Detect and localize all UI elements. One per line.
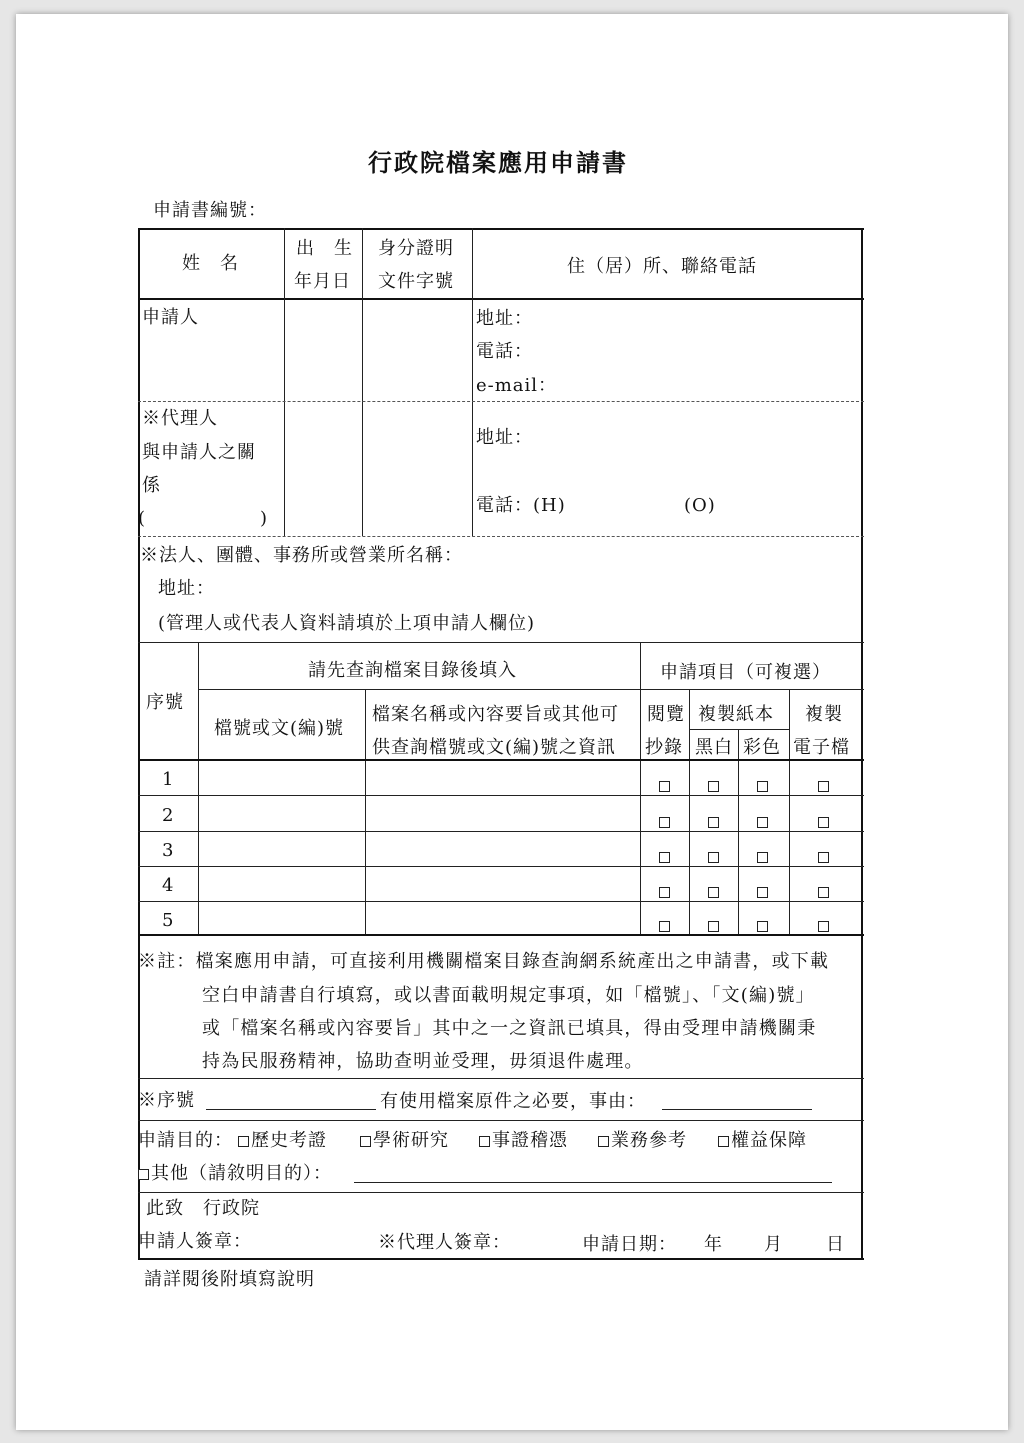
applicant-phone-field[interactable]: 電話： xyxy=(476,341,533,362)
row-2-color-checkbox[interactable] xyxy=(757,817,768,828)
document-page xyxy=(16,14,1008,1430)
header-id-bottom: 文件字號 xyxy=(378,271,454,292)
apply-date-label: 申請日期： xyxy=(582,1234,677,1255)
agent-relation-field[interactable]: ( ) xyxy=(138,508,269,529)
purpose-label: 申請目的： xyxy=(138,1130,233,1151)
applicant-signature-label: 申請人簽章： xyxy=(138,1231,252,1252)
purpose-option-evidence[interactable]: 事證稽憑 xyxy=(479,1130,568,1152)
note-line-3: 或「檔案名稱或內容要旨」其中之一之資訊已填具，得由受理申請機關秉 xyxy=(202,1018,817,1039)
col-electronic-2: 電子檔 xyxy=(793,737,850,758)
table-row-5-seq: 5 xyxy=(162,910,175,931)
row-3-electronic-checkbox[interactable] xyxy=(818,852,829,863)
row-2-bw-checkbox[interactable] xyxy=(708,817,719,828)
row-2-view-checkbox[interactable] xyxy=(659,817,670,828)
col-file-number: 檔號或文(編)號 xyxy=(214,718,345,739)
row-1-bw-checkbox[interactable] xyxy=(708,781,719,792)
table-row-3-seq: 3 xyxy=(162,840,175,861)
row-3-bw-checkbox[interactable] xyxy=(708,852,719,863)
original-reason-input[interactable] xyxy=(662,1094,812,1110)
row-3-view-checkbox[interactable] xyxy=(659,852,670,863)
header-id-top: 身分證明 xyxy=(378,238,454,259)
purpose-other-input[interactable] xyxy=(354,1167,832,1183)
agent-label-3: 係 xyxy=(142,475,161,496)
purpose-history-checkbox[interactable] xyxy=(238,1136,249,1147)
table-right-border xyxy=(861,228,863,1260)
note-line-1: ※註：檔案應用申請，可直接利用機關檔案目錄查詢網系統產出之申請書，或下載 xyxy=(138,951,830,972)
table-row-2-seq: 2 xyxy=(162,805,175,826)
footer-note: 請詳閱後附填寫說明 xyxy=(144,1269,315,1290)
col-view-2: 抄錄 xyxy=(645,737,683,758)
row-1-view-checkbox[interactable] xyxy=(659,781,670,792)
applicant-label: 申請人 xyxy=(142,307,199,328)
table-row-1-seq: 1 xyxy=(162,769,175,790)
row-4-color-checkbox[interactable] xyxy=(757,887,768,898)
purpose-option-academic[interactable]: 學術研究 xyxy=(360,1130,449,1152)
applicant-address-field[interactable]: 地址： xyxy=(476,308,533,329)
col-electronic-1: 複製 xyxy=(805,704,843,725)
header-birth-bottom: 年月日 xyxy=(294,271,351,292)
corp-note: (管理人或代表人資料請填於上項申請人欄位) xyxy=(158,613,536,634)
note-line-2: 空白申請書自行填寫，或以書面載明規定事項，如「檔號」、「文(編)號」 xyxy=(202,985,815,1006)
purpose-other-checkbox[interactable] xyxy=(138,1169,149,1180)
row-5-view-checkbox[interactable] xyxy=(659,921,670,932)
agent-label-2: 與申請人之關 xyxy=(142,442,256,463)
col-copy-paper: 複製紙本 xyxy=(698,704,774,725)
serial-number-label: 申請書編號： xyxy=(153,200,267,221)
row-5-color-checkbox[interactable] xyxy=(757,921,768,932)
row-2-electronic-checkbox[interactable] xyxy=(818,817,829,828)
col-view-1: 閱覽 xyxy=(647,704,685,725)
form-title: 行政院檔案應用申請書 xyxy=(368,148,628,177)
col-description-2: 供查詢檔號或文(編)號之資訊 xyxy=(372,737,617,758)
row-4-view-checkbox[interactable] xyxy=(659,887,670,898)
original-seq-input[interactable] xyxy=(206,1094,376,1110)
apply-items-header: 申請項目（可複選） xyxy=(660,662,831,683)
purpose-option-business[interactable]: 業務參考 xyxy=(598,1130,687,1152)
closing-addressee: 此致 行政院 xyxy=(146,1198,260,1219)
col-description-1: 檔案名稱或內容要旨或其他可 xyxy=(372,704,619,725)
purpose-evidence-checkbox[interactable] xyxy=(479,1136,490,1147)
purpose-business-checkbox[interactable] xyxy=(598,1136,609,1147)
agent-phone-office-field[interactable]: (O) xyxy=(684,495,716,516)
row-4-electronic-checkbox[interactable] xyxy=(818,887,829,898)
agent-address-field[interactable]: 地址： xyxy=(476,427,533,448)
original-reason-label: 有使用檔案原件之必要，事由： xyxy=(380,1091,646,1112)
header-birth-top: 出 生 xyxy=(296,238,353,259)
purpose-option-history[interactable]: 歷史考證 xyxy=(238,1130,327,1152)
corp-address-field[interactable]: 地址： xyxy=(158,578,215,599)
applicant-email-field[interactable]: e-mail： xyxy=(476,375,558,396)
purpose-option-other[interactable]: 其他（請敘明目的）： xyxy=(138,1163,332,1185)
table-top-border xyxy=(138,228,864,230)
agent-signature-label: ※代理人簽章： xyxy=(378,1232,511,1253)
row-5-electronic-checkbox[interactable] xyxy=(818,921,829,932)
agent-phone-home-field[interactable]: 電話：(H) xyxy=(476,495,566,516)
purpose-rights-checkbox[interactable] xyxy=(718,1136,729,1147)
table-row-4-seq: 4 xyxy=(162,875,175,896)
date-month: 月 xyxy=(764,1234,783,1255)
col-color: 彩色 xyxy=(743,737,781,758)
agent-label-1: ※代理人 xyxy=(142,408,218,429)
note-line-4: 持為民服務精神，協助查明並受理，毋須退件處理。 xyxy=(202,1051,644,1072)
header-contact: 住（居）所、聯絡電話 xyxy=(567,256,757,277)
original-seq-label: ※序號 xyxy=(138,1090,195,1111)
row-5-bw-checkbox[interactable] xyxy=(708,921,719,932)
date-year: 年 xyxy=(704,1234,723,1255)
row-3-color-checkbox[interactable] xyxy=(757,852,768,863)
purpose-option-rights[interactable]: 權益保障 xyxy=(718,1130,807,1152)
header-name: 姓 名 xyxy=(182,253,239,274)
query-header: 請先查詢檔案目錄後填入 xyxy=(308,660,517,681)
date-day: 日 xyxy=(826,1234,845,1255)
seq-header: 序號 xyxy=(146,692,184,713)
table-bottom-border xyxy=(138,1258,864,1260)
row-1-color-checkbox[interactable] xyxy=(757,781,768,792)
row-1-electronic-checkbox[interactable] xyxy=(818,781,829,792)
col-black-white: 黑白 xyxy=(695,737,733,758)
row-4-bw-checkbox[interactable] xyxy=(708,887,719,898)
purpose-academic-checkbox[interactable] xyxy=(360,1136,371,1147)
corp-name-field[interactable]: ※法人、團體、事務所或營業所名稱： xyxy=(140,545,463,566)
